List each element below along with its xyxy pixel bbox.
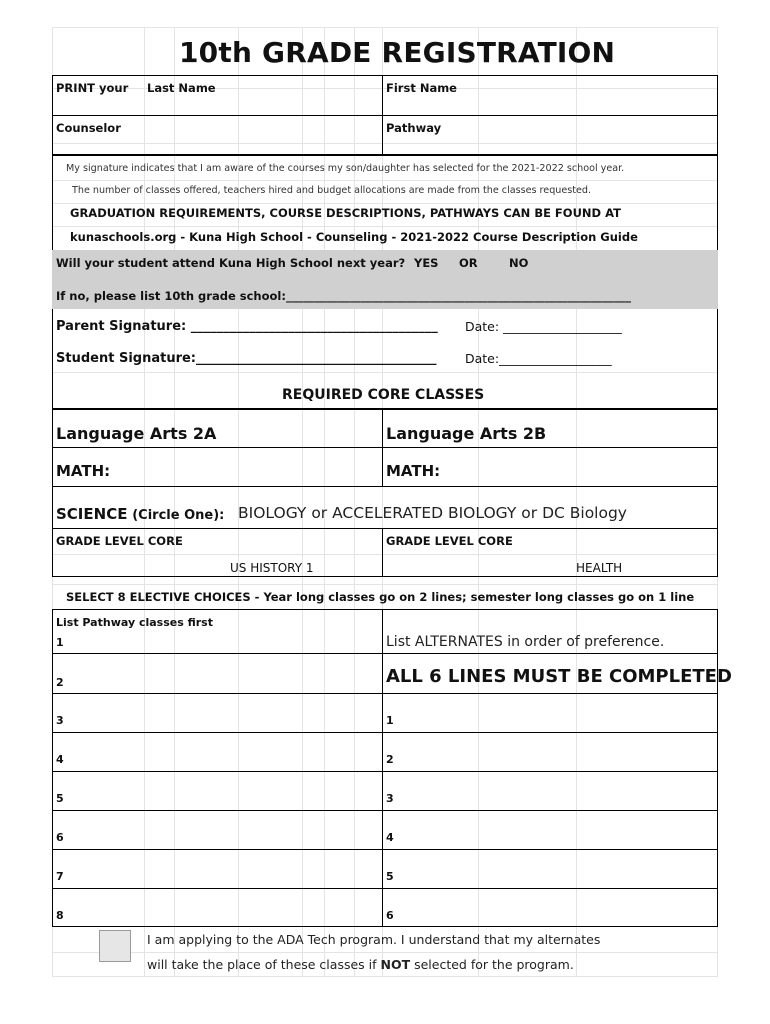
alternate-line-6[interactable]: 6: [386, 909, 394, 922]
page-title: 10th GRADE REGISTRATION: [179, 36, 616, 69]
grid-line: [52, 27, 718, 28]
math-right-field[interactable]: MATH:: [386, 462, 441, 480]
language-arts-2a: Language Arts 2A: [56, 424, 217, 443]
parent-signature-field[interactable]: Parent Signature: ______________________________________: [56, 319, 438, 334]
grade-level-core-right: GRADE LEVEL CORE: [386, 534, 513, 548]
divider: [52, 849, 718, 850]
divider: [52, 810, 718, 811]
parent-date-field[interactable]: Date: ___________________: [465, 319, 622, 334]
no-option[interactable]: NO: [509, 256, 529, 270]
grid-line: [52, 976, 718, 977]
ada-statement-line-1: I am applying to the ADA Tech program. I understand that my alternates: [147, 932, 601, 947]
elective-line-3[interactable]: 3: [56, 714, 64, 727]
ada-statement-line-2: [147, 959, 574, 972]
divider: [52, 486, 718, 487]
other-school-field[interactable]: If no, please list 10th grade school:____________________________________________________________: [56, 289, 631, 303]
electives-heading-bold: SELECT 8 ELECTIVE CHOICES -: [66, 590, 264, 604]
divider: [382, 409, 383, 486]
or-text: OR: [459, 256, 478, 270]
ada-tech-checkbox[interactable]: [99, 930, 131, 962]
registration-form: [52, 27, 732, 977]
elective-line-7[interactable]: 7: [56, 870, 64, 883]
pathway-label[interactable]: Pathway: [386, 121, 442, 135]
us-history-1: US HISTORY 1: [230, 561, 314, 575]
language-arts-2b: Language Arts 2B: [386, 424, 547, 443]
student-signature-field[interactable]: Student Signature:_____________________________________: [56, 351, 437, 366]
elective-line-1[interactable]: 1: [56, 636, 64, 649]
divider: [52, 115, 718, 116]
divider: [382, 528, 383, 577]
elective-line-2[interactable]: 2: [56, 676, 64, 689]
health-class: HEALTH: [576, 561, 623, 575]
science-label: SCIENCE: [56, 505, 128, 523]
divider: [52, 888, 718, 889]
divider: [52, 693, 718, 694]
pathway-first-note: List Pathway classes first: [56, 616, 213, 629]
core-classes-heading: REQUIRED CORE CLASSES: [282, 387, 485, 403]
ada-not-emphasis: NOT: [380, 957, 411, 972]
divider: [52, 732, 718, 733]
ada-line-2-start: will take the place of these classes if: [147, 957, 381, 972]
electives-heading-rest: Year long classes go on 2 lines; semester long classes go on 1 line: [263, 590, 695, 604]
divider: [52, 447, 718, 448]
yes-option[interactable]: YES: [414, 256, 439, 270]
print-your-label: PRINT your: [56, 81, 129, 95]
alternate-line-3[interactable]: 3: [386, 792, 394, 805]
electives-box: [52, 609, 718, 927]
last-name-label[interactable]: Last Name: [147, 81, 216, 95]
notice-line-1: My signature indicates that I am aware of the courses my son/daughter has selected for the 2021-2022 school year.: [66, 163, 625, 174]
grid-line: [52, 952, 718, 953]
science-options[interactable]: BIOLOGY or ACCELERATED BIOLOGY or DC Biology: [238, 504, 627, 522]
alternate-line-1[interactable]: 1: [386, 714, 394, 727]
all-six-lines-note: ALL 6 LINES MUST BE COMPLETED: [386, 666, 732, 687]
notice-line-2: The number of classes offered, teachers hired and budget allocations are made from the classes requested.: [72, 185, 592, 196]
divider: [52, 528, 718, 529]
science-row: [56, 507, 224, 522]
alternates-note: List ALTERNATES in order of preference.: [386, 634, 665, 650]
attendance-question: Will your student attend Kuna High School next year?: [56, 256, 406, 270]
alternate-line-2[interactable]: 2: [386, 753, 394, 766]
electives-heading: [66, 592, 694, 604]
elective-line-5[interactable]: 5: [56, 792, 64, 805]
divider: [382, 609, 383, 927]
first-name-label[interactable]: First Name: [386, 81, 457, 95]
student-date-field[interactable]: Date:__________________: [465, 351, 612, 366]
counselor-label[interactable]: Counselor: [56, 121, 121, 135]
divider: [52, 771, 718, 772]
grade-level-core-left: GRADE LEVEL CORE: [56, 534, 183, 548]
alternate-line-4[interactable]: 4: [386, 831, 394, 844]
grid-line: [52, 584, 718, 585]
alternate-line-5[interactable]: 5: [386, 870, 394, 883]
graduation-requirements-note: GRADUATION REQUIREMENTS, COURSE DESCRIPTIONS, PATHWAYS CAN BE FOUND AT: [70, 206, 621, 220]
ada-line-2-end: selected for the program.: [410, 957, 574, 972]
math-left-field[interactable]: MATH:: [56, 462, 111, 480]
elective-line-6[interactable]: 6: [56, 831, 64, 844]
course-guide-link[interactable]: kunaschools.org - Kuna High School - Counseling - 2021-2022 Course Description Guide: [70, 230, 638, 244]
elective-line-4[interactable]: 4: [56, 753, 64, 766]
elective-line-8[interactable]: 8: [56, 909, 64, 922]
divider: [52, 653, 718, 654]
circle-one-note: (Circle One):: [132, 508, 225, 523]
